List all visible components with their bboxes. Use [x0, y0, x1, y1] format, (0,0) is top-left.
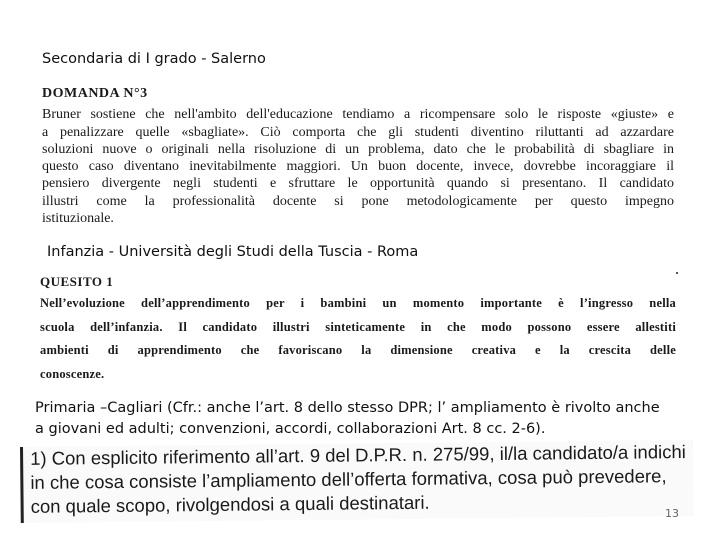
- question-line: in che cosa consiste l’ampliamento dell’offerta formativa, cosa può prevedere,: [30, 465, 667, 493]
- question-line: a penalizzare quelle «sbagliate». Ciò comporta che gli studenti diventino riluttanti ad azzardare: [42, 124, 674, 140]
- question-line: Nell’evoluzione dell’apprendimento per i bambini un momento importante è l’ingresso nella: [40, 296, 676, 310]
- scanned-question-art-9: [20, 440, 694, 523]
- scanned-question-domanda-3: [42, 85, 674, 227]
- question-line: Bruner sostiene che nell'ambito dell'educazione tendiamo a ricompensare solo le risposte «giuste» e: [42, 107, 674, 123]
- caption-infanzia: Infanzia - Università degli Studi della Tuscia - Roma: [47, 244, 419, 260]
- question-line: ambienti di apprendimento che favoriscano la dimensione creativa e la crescita delle: [40, 343, 676, 357]
- scanned-question-quesito-1: [40, 272, 676, 386]
- caption-primaria-line-1: Primaria –Cagliari (Cfr.: anche l’art. 8 dello stesso DPR; l’ ampliamento è rivolto anche: [35, 400, 660, 416]
- question-line: illustri come la professionalità docente si pone metodologicamente per questo impegno: [42, 193, 674, 209]
- question-line: scuola dell’infanzia. Il candidato illustri sinteticamente in che modo possono essere allestiti: [40, 319, 676, 334]
- question-line: con quale scopo, rivolgendosi a quali destinatari.: [30, 491, 430, 517]
- question-line: conoscenze.: [40, 366, 105, 381]
- scan-speck: [676, 272, 678, 274]
- question-line: pensiero divergente negli studenti e sfruttare le opportunità quando si presentano. Il candidato: [42, 176, 674, 192]
- question-heading: QUESITO 1: [40, 274, 114, 289]
- question-line: istituzionale.: [42, 211, 114, 227]
- question-line: questo caso diventano inevitabilmente maggiori. Un buon docente, invece, dovrebbe incoraggiare il: [42, 159, 674, 175]
- caption-secondaria: Secondaria di I grado - Salerno: [42, 51, 266, 67]
- page-number: 13: [665, 507, 679, 520]
- caption-primaria-line-2: a giovani ed adulti; convenzioni, accordi, collaborazioni Art. 8 cc. 2-6).: [35, 421, 546, 437]
- question-line: soluzioni nuove o originali nella risoluzione di un problema, dato che le probabilità di sbagliare in: [42, 141, 674, 157]
- question-line: 1) Con esplicito riferimento all’art. 9 del D.P.R. n. 275/99, il/la candidato/a indichi: [30, 441, 686, 469]
- question-heading: DOMANDA N°3: [42, 86, 148, 101]
